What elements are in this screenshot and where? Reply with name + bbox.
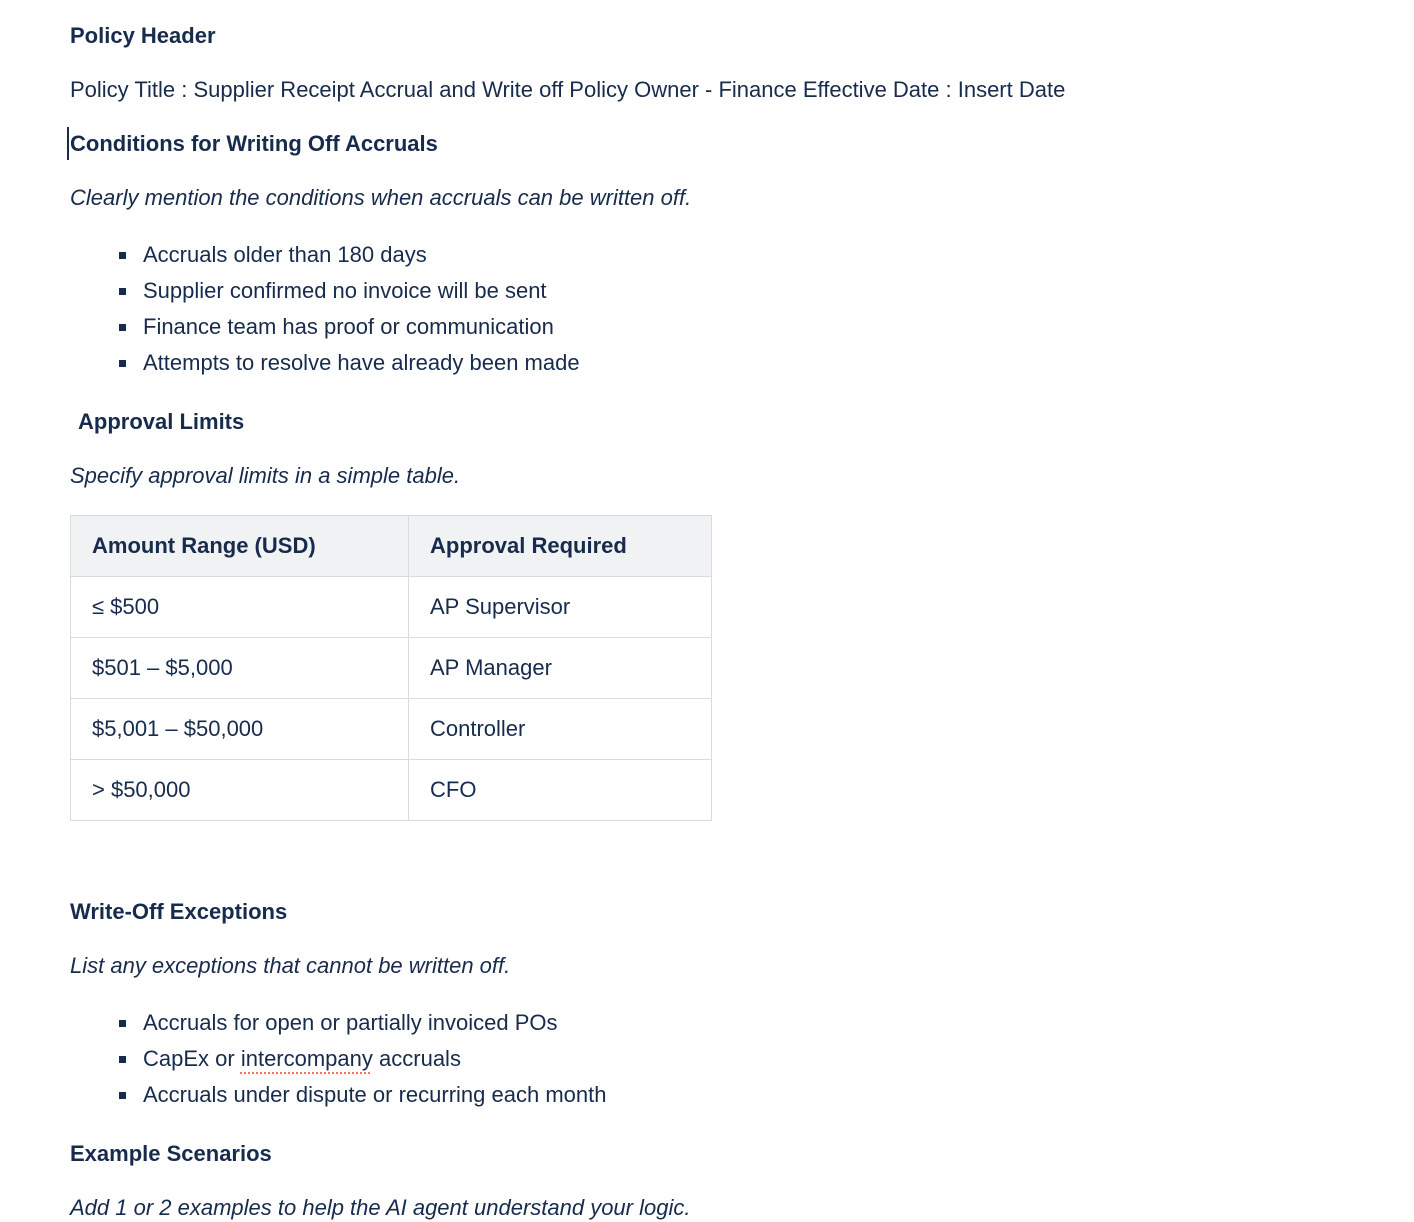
example-scenarios-hint[interactable]: Add 1 or 2 examples to help the AI agent understand your logic. [70, 1195, 691, 1220]
approval-limits-table[interactable] [70, 515, 712, 821]
table-cell[interactable]: Controller [409, 699, 712, 760]
list-item[interactable] [119, 1041, 1344, 1077]
policy-header-heading[interactable]: Policy Header [70, 23, 216, 48]
conditions-heading-text: Conditions for Writing Off Accruals [70, 131, 438, 156]
table-cell[interactable]: CFO [409, 760, 712, 821]
table-cell[interactable]: AP Supervisor [409, 577, 712, 638]
conditions-hint[interactable]: Clearly mention the conditions when accruals can be written off. [70, 185, 692, 210]
exceptions-list [70, 1005, 1344, 1113]
table-cell[interactable]: ≤ $500 [71, 577, 409, 638]
list-item[interactable]: Finance team has proof or communication [119, 309, 1344, 345]
list-item[interactable]: Supplier confirmed no invoice will be sent [119, 273, 1344, 309]
policy-title-line[interactable]: Policy Title : Supplier Receipt Accrual and Write off Policy Owner - Finance Effective Date : Insert Date [70, 77, 1066, 102]
table-header-row [71, 516, 712, 577]
list-item[interactable]: Accruals under dispute or recurring each month [119, 1077, 1344, 1113]
list-item[interactable]: Attempts to resolve have already been made [119, 345, 1344, 381]
approval-limits-hint[interactable]: Specify approval limits in a simple table. [70, 463, 461, 488]
table-row [71, 760, 712, 821]
capex-item-prefix: CapEx or [143, 1046, 241, 1071]
table-row [71, 699, 712, 760]
table-cell[interactable]: > $50,000 [71, 760, 409, 821]
writeoff-exceptions-hint[interactable]: List any exceptions that cannot be written off. [70, 953, 511, 978]
conditions-heading[interactable] [70, 129, 1344, 159]
list-item[interactable]: Accruals for open or partially invoiced POs [119, 1005, 1344, 1041]
table-row [71, 577, 712, 638]
writeoff-exceptions-heading[interactable]: Write-Off Exceptions [70, 899, 288, 924]
approval-limits-heading[interactable]: Approval Limits [78, 409, 245, 434]
table-cell[interactable]: $5,001 – $50,000 [71, 699, 409, 760]
table-cell[interactable]: $501 – $5,000 [71, 638, 409, 699]
capex-item-suffix: accruals [372, 1046, 461, 1071]
table-header-cell-approval-required[interactable]: Approval Required [409, 516, 712, 577]
table-row [71, 638, 712, 699]
example-scenarios-heading[interactable]: Example Scenarios [70, 1141, 272, 1166]
table-cell[interactable]: AP Manager [409, 638, 712, 699]
table-header-cell-amount-range[interactable]: Amount Range (USD) [71, 516, 409, 577]
conditions-list [70, 237, 1344, 381]
list-item[interactable]: Accruals older than 180 days [119, 237, 1344, 273]
misspelled-word[interactable]: intercompany [240, 1046, 373, 1071]
text-cursor [67, 127, 69, 160]
